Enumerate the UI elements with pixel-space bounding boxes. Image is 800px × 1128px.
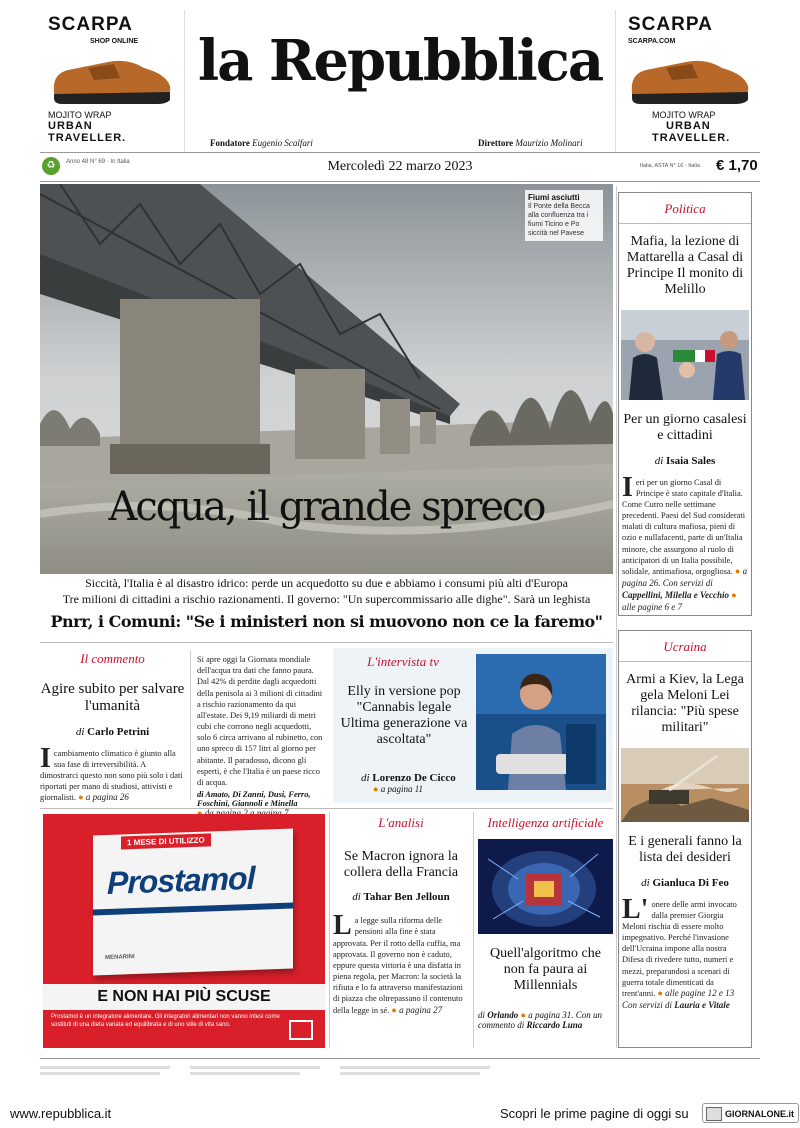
section-label: L'analisi xyxy=(378,815,424,830)
footer-promo: Scopri le prime pagine di oggi su xyxy=(500,1106,689,1121)
intervista-box[interactable] xyxy=(333,648,613,803)
column-divider xyxy=(616,186,617,1048)
director: Direttore Maurizio Molinari xyxy=(478,138,583,148)
analisi-text: La legge sulla riforma delle pensioni alla fine è stata approvata. Per il rotto della cuffia, ma approvata. Il governo non è caduto, eppure questa vittoria è una disfatta in piena regola, per Macron: la società la rifiuta e lo fa attraverso manifestazioni di piazza che oltrepassano il contenuto della legge in sé. ● a pagina 27 xyxy=(333,910,463,1015)
intervista-byline: di Lorenzo De Cicco xyxy=(361,772,456,784)
masthead-title: la Repubblica xyxy=(197,28,603,94)
commento-text: Icambiamento climatico è giunto alla sua fase di irreversibilità. A dimostrarci questo non sono più solo i dati riportati per mano di studiosi, attivisti e giornalisti. ● a pagina 26 xyxy=(40,742,183,803)
commento-box[interactable] xyxy=(40,648,185,803)
left-small-text: Anno 48 N° 69 · In Italia xyxy=(66,159,130,165)
ad-prostamol[interactable] xyxy=(43,814,325,1048)
analisi-byline: di Tahar Ben Jelloun xyxy=(352,891,450,904)
ia-ref: di Orlando ● a pagina 31. Con un commento di Riccardo Luna xyxy=(478,1010,602,1031)
missile-photo xyxy=(621,748,749,822)
center-text: Si apre oggi la Giornata mondiale dell'acqua tra dati che fanno paura. Dal 42% di perdite dagli acquedotti della penisola ai 3 milioni di cittadini a rischio razionamento da qui all'estate. Dei 9,19 miliardi di metri cubi che corrono negli acquedotti, solo 6 circa arrivano al rubinetto, con uno spreco di 157 litri al giorno per abitante. Il paradosso, dicono gli esperti, è che l'Italia è un paese ricco di acqua. xyxy=(197,655,323,787)
ia-box[interactable] xyxy=(478,812,613,1048)
main-headline[interactable]: Acqua, il grande spreco xyxy=(108,484,545,530)
section-label: L'intervista tv xyxy=(367,654,439,669)
column-divider xyxy=(190,650,191,800)
giornalone-logo[interactable] xyxy=(702,1103,799,1123)
badge: 1 MESE DI UTILIZZO xyxy=(121,833,211,849)
politica-byline: di Isaia Sales xyxy=(654,454,716,467)
shoe-image xyxy=(48,52,176,108)
logo-text: GIORNALONE.it xyxy=(725,1109,794,1119)
commento-title: Agire subito per salvare l'umanità xyxy=(40,681,185,715)
menarini-logo-icon xyxy=(289,1020,313,1040)
ad-line3: TRAVELLER. xyxy=(652,132,731,144)
analisi-box[interactable] xyxy=(333,812,469,1048)
politica-subtitle: Per un giorno casalesi e cittadini xyxy=(623,412,747,444)
ucraina-subtitle: E i generali fanno la lista dei desideri xyxy=(628,834,742,866)
tagline: E NON HAI PIÙ SCUSE xyxy=(43,984,325,1010)
section-label: Ucraina xyxy=(619,639,751,662)
ai-brain-image xyxy=(478,839,613,934)
photo-caption xyxy=(525,190,603,241)
ucraina-byline: di Gianluca Di Feo xyxy=(641,876,729,889)
ad-scarpa-right[interactable] xyxy=(615,10,760,152)
main-photo xyxy=(40,184,613,574)
ad-line2: URBAN xyxy=(48,120,93,132)
disclaimer: Prostamol è un integratore alimentare. Gli integratori alimentari non vanno intesi come sostituti di una dieta variata ed equilibrata e di uno stile di vita sano. xyxy=(51,1014,280,1028)
schlein-photo xyxy=(476,654,606,790)
maker: MENARINI xyxy=(105,954,135,962)
center-article[interactable] xyxy=(197,654,325,818)
commento-byline: di Carlo Petrini xyxy=(75,725,150,738)
shoe-image xyxy=(626,52,754,108)
politica-text: Ieri per un giorno Casal di Principe è stato capitale d'Italia. Come Cutro nelle settimane precedenti. Paesi del Sud considerati malati di cultura mafiosa, pieni di ozio e nullafacenti, parte di un'Italia minore, che assurgono al ruolo di anticipatori di un Italia possibile, solidale, antimafiosa, orgogliosa. ● a pagina 26. Con servizi di Cappellini, Milella e Vecchio ● alle pagine 6 e 7 xyxy=(622,471,748,612)
ad-line2: URBAN xyxy=(666,120,711,132)
ad-sub: SHOP ONLINE xyxy=(90,38,139,45)
founder: Fondatore Eugenio Scalfari xyxy=(210,138,313,148)
analisi-title: Se Macron ignora la collera della Francia xyxy=(343,849,459,881)
ad-line1: MOJITO WRAP xyxy=(48,110,112,120)
politica-title: Mafia, la lezione di Mattarella a Casal di Principe Il monito di Melillo xyxy=(626,234,744,298)
intervista-ref: ● a pagina 11 xyxy=(373,784,424,794)
date: Mercoledì 22 marzo 2023 xyxy=(327,159,473,174)
divider xyxy=(40,642,613,643)
ucraina-title: Armi a Kiev, la Lega gela Meloni Lei rilancia: "Più spese militari" xyxy=(626,672,744,736)
ad-brand: SCARPA xyxy=(48,14,133,35)
section-label: Politica xyxy=(619,201,751,224)
ia-title: Quell'algoritmo che non fa paura ai Millennials xyxy=(490,946,601,994)
ucraina-text: L' onere delle armi invocato dalla premier Giorgia Meloni rischia di essere molto impegnativo. Perché l'invasione dell'Ucraina impone alla nostra Difesa di rivedere tutto, numeri e mezzi, preparandosi a scenari di guerra totale dimenticati da trent'anni. ● alle pagine 12 e 13 Con servizi di Lauria e Vitale xyxy=(622,893,737,1010)
ad-line1: MOJITO WRAP xyxy=(652,110,716,120)
center-authors: di Amato, Di Zanni, Dusi, Ferro, Foschini, Giannoli e Minella xyxy=(197,790,311,809)
ucraina-box[interactable] xyxy=(618,630,752,1048)
blue-band xyxy=(93,903,293,916)
masthead xyxy=(40,10,760,160)
main-subhead-1: Siccità, l'Italia è al disastro idrico: perde un acquedotto su due e abbiamo i consumi più alti d'Europa xyxy=(85,576,568,590)
main-subhead-2: Tre milioni di cittadini a rischio razionamenti. Il governo: "Un supercommissario alle dighe". Sarà un leghista xyxy=(62,592,591,606)
section-label: Il commento xyxy=(80,651,145,666)
newspaper-icon xyxy=(706,1107,722,1121)
caption-text: Il Ponte della Becca alla confluenza tra i fiumi Ticino e Po siccità nel Pavese xyxy=(528,203,590,238)
mattarella-photo xyxy=(621,310,749,400)
politica-box[interactable] xyxy=(618,192,752,616)
footer-url[interactable]: www.repubblica.it xyxy=(10,1106,112,1121)
right-small-text: Italia, ASTA N° 16 · Italia xyxy=(640,163,700,169)
brand: Prostamol xyxy=(107,859,255,902)
recycle-icon: ♻ xyxy=(42,157,60,175)
ad-sub: SCARPA.COM xyxy=(628,38,676,45)
divider xyxy=(40,1058,760,1059)
price: € 1,70 xyxy=(716,157,758,174)
pnrr-headline[interactable]: Pnrr, i Comuni: "Se i ministeri non si muovono non ce la faremo" xyxy=(50,612,603,631)
intervista-title: Elly in versione pop "Cannabis legale Ultima generazione va ascoltata" xyxy=(340,684,468,748)
caption-title: Fiumi asciutti xyxy=(528,193,580,202)
column-divider xyxy=(473,812,474,1048)
legal-strip xyxy=(40,1062,760,1088)
column-divider xyxy=(329,812,330,1048)
product-box xyxy=(93,829,293,976)
ad-scarpa-left[interactable] xyxy=(40,10,185,152)
ad-brand: SCARPA xyxy=(628,14,713,35)
section-label: Intelligenza artificiale xyxy=(487,815,604,830)
ad-line3: TRAVELLER. xyxy=(48,132,127,144)
divider xyxy=(40,808,613,809)
date-bar xyxy=(40,152,760,182)
footer xyxy=(0,1100,800,1128)
